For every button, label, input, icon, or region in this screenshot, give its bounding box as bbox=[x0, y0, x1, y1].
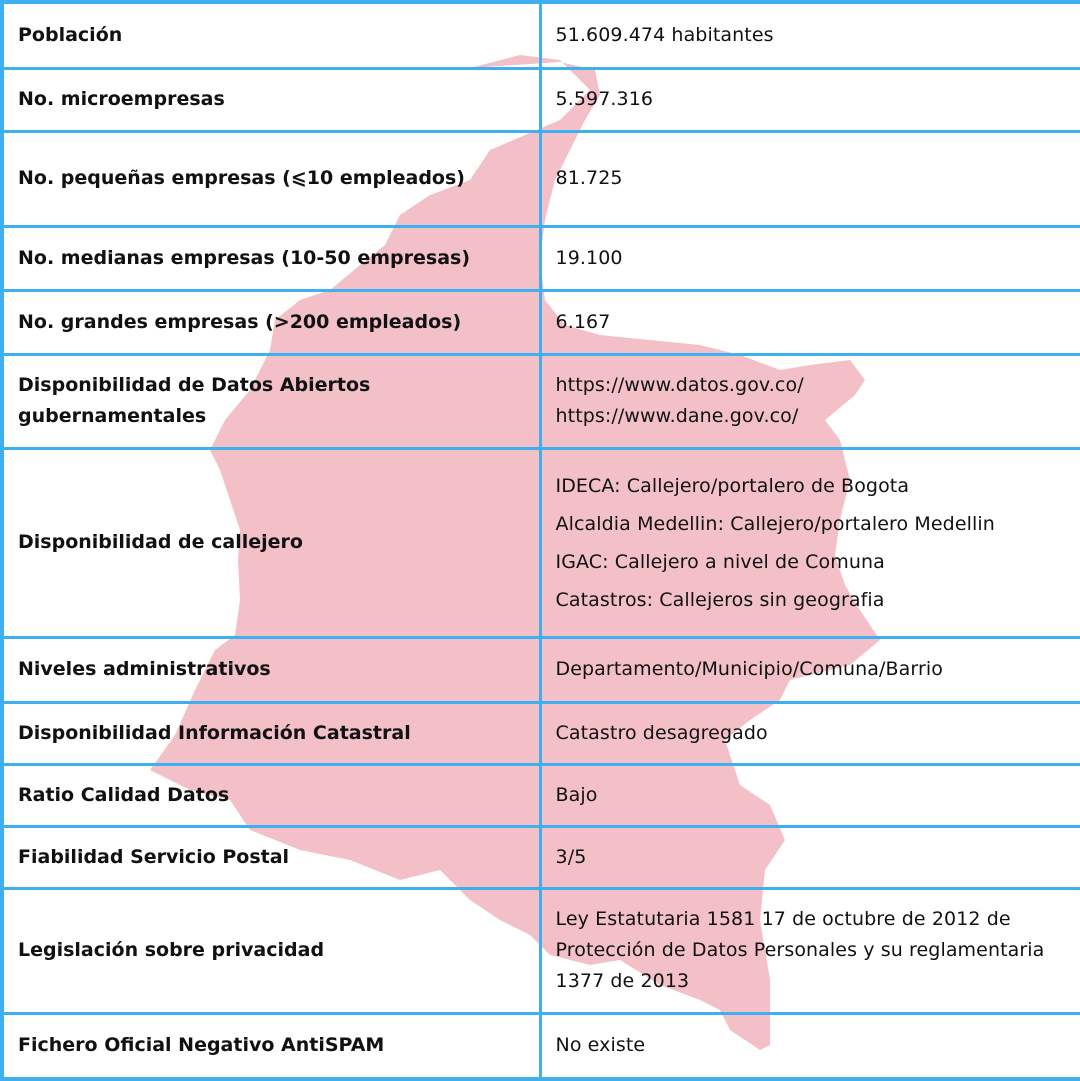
row-servicio-postal bbox=[2, 826, 1080, 888]
row-niveles-administrativos bbox=[2, 637, 1080, 702]
row-pequenas-empresas bbox=[2, 131, 1080, 226]
key-grandes-empresas: No. grandes empresas (>200 empleados) bbox=[2, 290, 540, 354]
callejero-item: IGAC: Callejero a nivel de Comuna bbox=[555, 550, 885, 573]
row-antispam bbox=[2, 1013, 1080, 1079]
value-line: Ley Estatutaria 1581 17 de octubre de 2012 de Protección de Datos Personales y su reglamentaria 1377 de 2013 bbox=[555, 908, 1045, 992]
value-legislacion-privacidad bbox=[540, 888, 1080, 1013]
dane-gov-link: https://www.dane.gov.co/ bbox=[555, 405, 799, 427]
key-medianas-empresas: No. medianas empresas (10-50 empresas) bbox=[2, 226, 540, 290]
row-medianas-empresas bbox=[2, 226, 1080, 290]
value-informacion-catastral bbox=[540, 702, 1080, 764]
key-microempresas: No. microempresas bbox=[2, 68, 540, 131]
key-callejero: Disponibilidad de callejero bbox=[2, 448, 540, 637]
key-informacion-catastral: Disponibilidad Información Catastral bbox=[2, 702, 540, 764]
key-poblacion: Población bbox=[2, 2, 540, 68]
value-line: Catastro desagregado bbox=[555, 721, 768, 744]
value-antispam bbox=[540, 1013, 1080, 1079]
row-datos-abiertos bbox=[2, 354, 1080, 448]
value-pequenas-empresas bbox=[540, 131, 1080, 226]
value-servicio-postal bbox=[540, 826, 1080, 888]
value-line: Departamento/Municipio/Comuna/Barrio bbox=[555, 658, 943, 680]
key-servicio-postal: Fiabilidad Servicio Postal bbox=[2, 826, 540, 888]
value-line: 19.100 bbox=[555, 246, 623, 269]
row-calidad-datos bbox=[2, 764, 1080, 826]
value-calidad-datos bbox=[540, 764, 1080, 826]
callejero-item: Catastros: Callejeros sin geografia bbox=[555, 588, 885, 611]
value-line: 81.725 bbox=[555, 167, 623, 189]
key-datos-abiertos: Disponibilidad de Datos Abiertos gubernamentales bbox=[2, 354, 540, 448]
value-datos-abiertos bbox=[540, 354, 1080, 448]
value-microempresas bbox=[540, 68, 1080, 131]
row-microempresas bbox=[2, 68, 1080, 131]
value-line: No existe bbox=[555, 1034, 646, 1057]
row-poblacion bbox=[2, 2, 1080, 68]
row-informacion-catastral bbox=[2, 702, 1080, 764]
callejero-item: Alcaldia Medellin: Callejero/portalero Medellin bbox=[555, 512, 995, 535]
key-niveles-administrativos: Niveles administrativos bbox=[2, 637, 540, 702]
value-niveles-administrativos bbox=[540, 637, 1080, 702]
row-grandes-empresas bbox=[2, 290, 1080, 354]
callejero-item: IDECA: Callejero/portalero de Bogota bbox=[555, 474, 910, 497]
key-antispam: Fichero Oficial Negativo AntiSPAM bbox=[2, 1013, 540, 1079]
value-medianas-empresas bbox=[540, 226, 1080, 290]
datos-gov-link: https://www.datos.gov.co/ bbox=[555, 374, 804, 396]
value-poblacion bbox=[540, 2, 1080, 68]
value-line: 3/5 bbox=[555, 845, 587, 868]
row-legislacion-privacidad bbox=[2, 888, 1080, 1013]
value-grandes-empresas bbox=[540, 290, 1080, 354]
key-calidad-datos: Ratio Calidad Datos bbox=[2, 764, 540, 826]
value-line: Bajo bbox=[555, 783, 598, 806]
value-line: 6.167 bbox=[555, 310, 611, 333]
value-callejero bbox=[540, 448, 1080, 637]
value-line: 5.597.316 bbox=[555, 88, 654, 110]
row-callejero bbox=[2, 448, 1080, 637]
key-pequenas-empresas: No. pequeñas empresas (⩽10 empleados) bbox=[2, 131, 540, 226]
key-legislacion-privacidad: Legislación sobre privacidad bbox=[2, 888, 540, 1013]
value-line: 51.609.474 habitantes bbox=[555, 23, 774, 46]
